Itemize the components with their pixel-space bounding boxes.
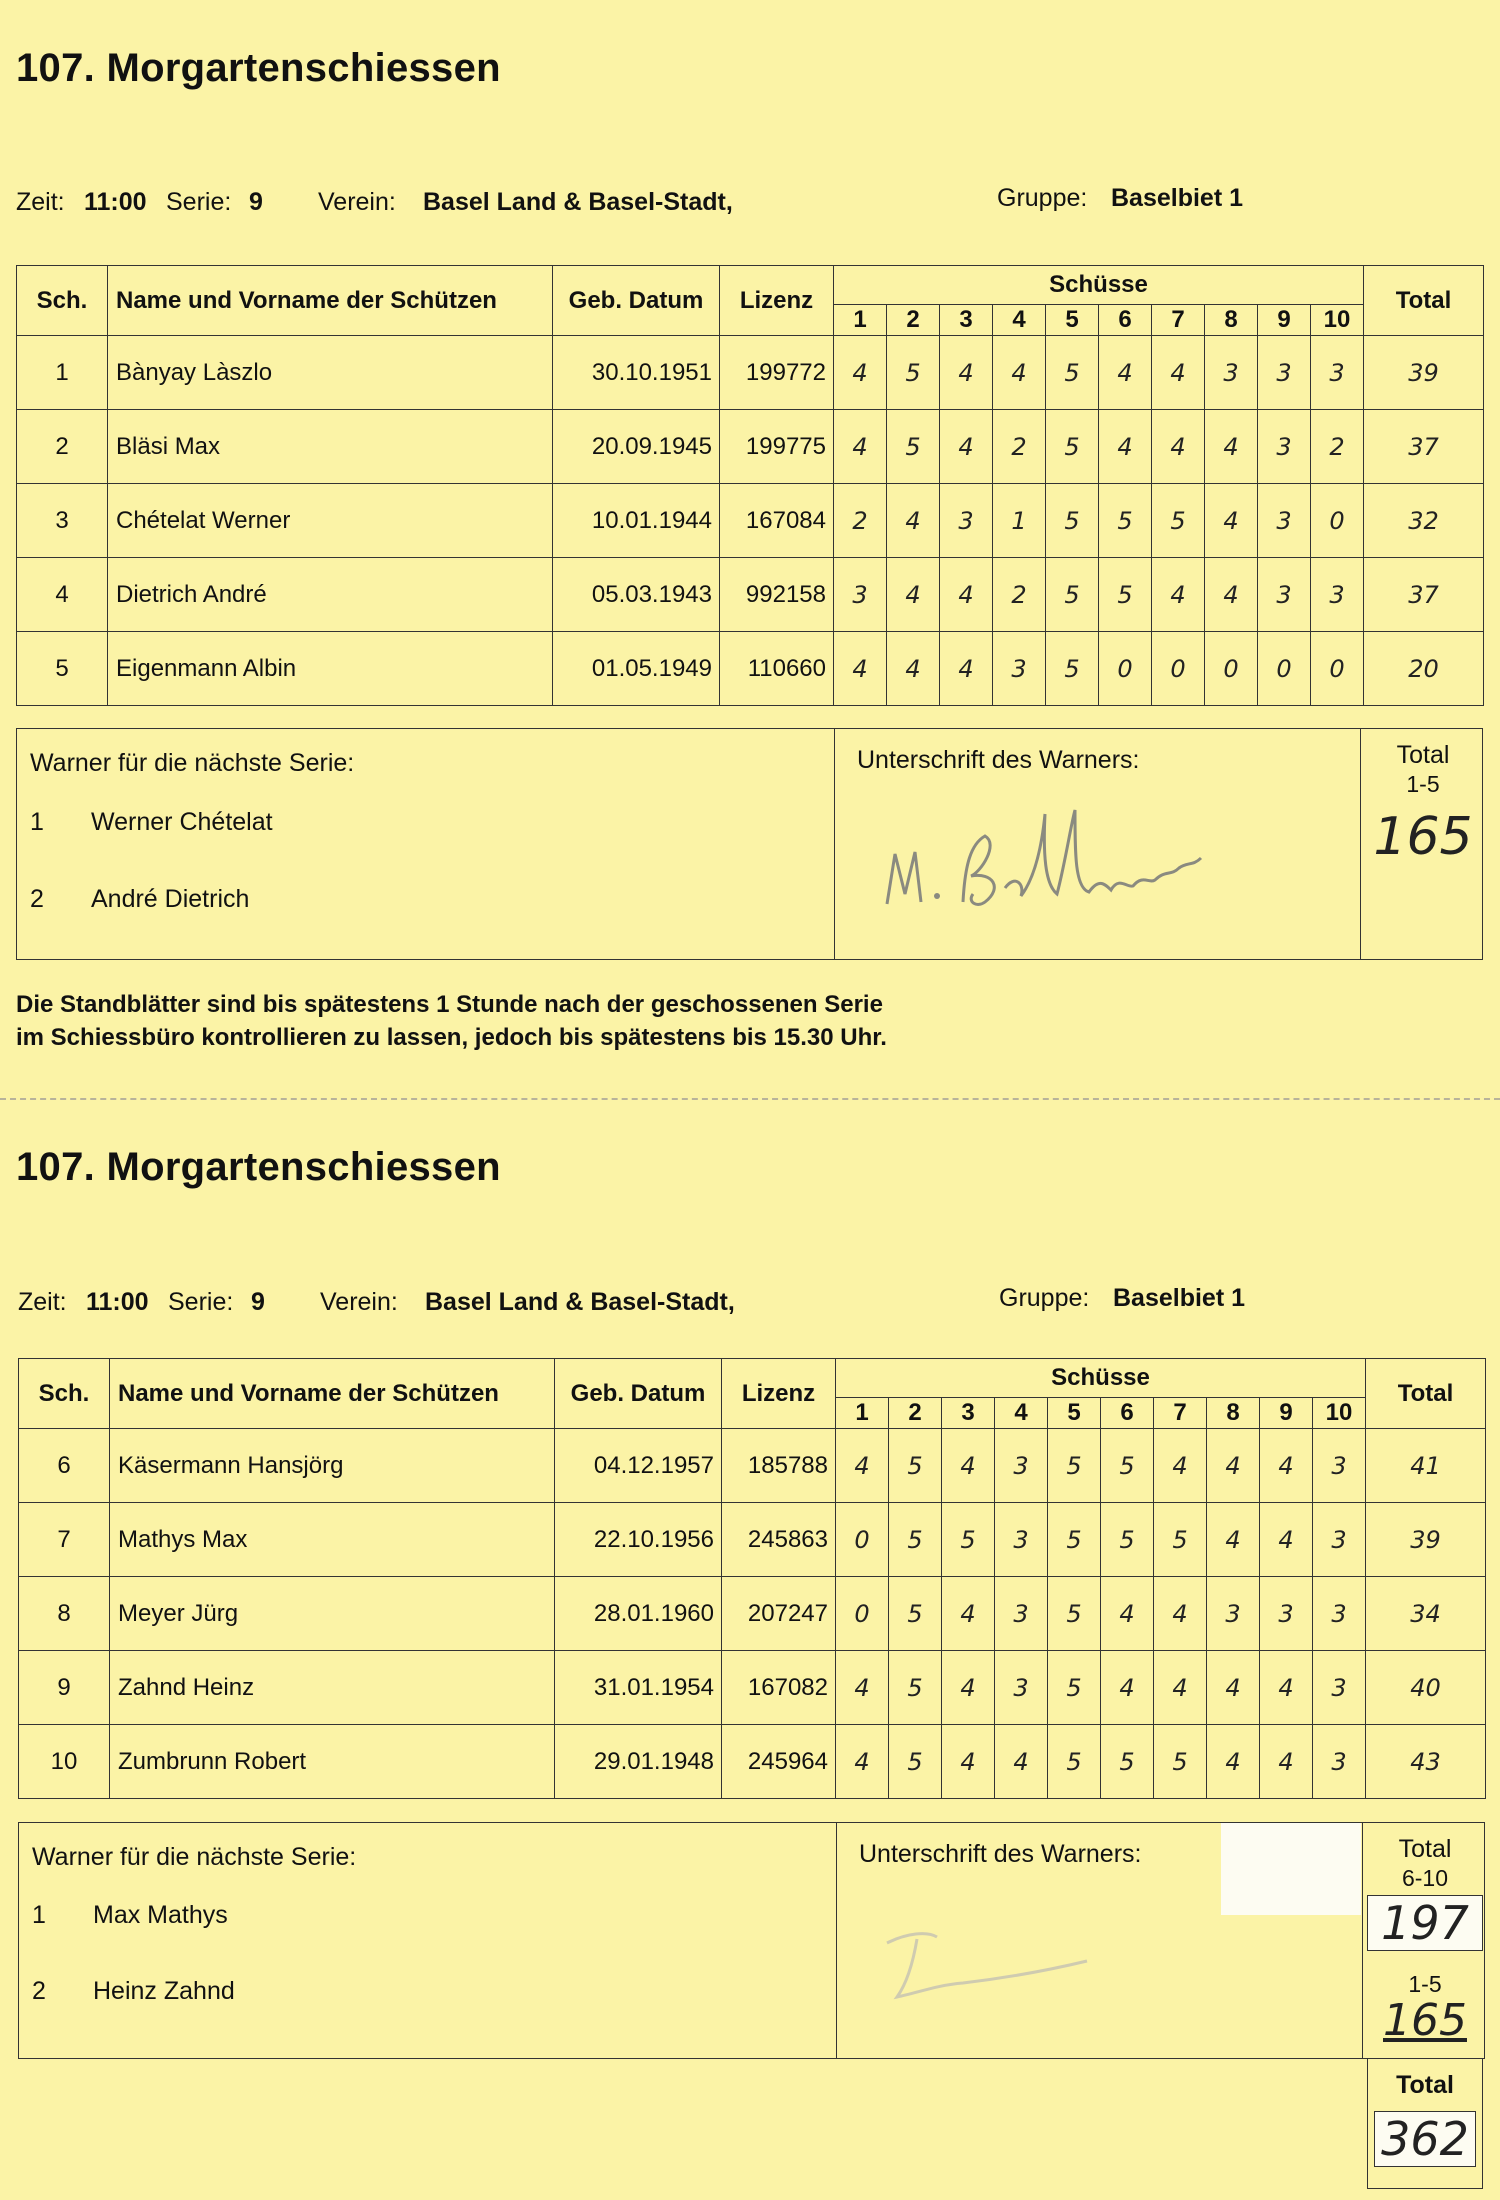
zeit-value: 11:00: [86, 1288, 149, 1316]
shot-score: 5: [1152, 484, 1205, 558]
shot-score: 4: [1205, 410, 1258, 484]
shot-score: 4: [942, 1577, 995, 1651]
shot-number: 7: [1152, 305, 1205, 336]
gruppe-value: Baselbiet 1: [1113, 1284, 1246, 1312]
shot-score: 0: [1152, 632, 1205, 706]
shot-score: 3: [1313, 1429, 1366, 1503]
shot-score: 2: [993, 410, 1046, 484]
shot-score: 4: [940, 336, 993, 410]
shot-score: 3: [1205, 336, 1258, 410]
signature-field: [836, 1823, 1363, 2058]
birth-date: 01.05.1949: [553, 632, 720, 706]
header-name: Name und Vorname der Schützen: [110, 1359, 555, 1429]
license-number: 110660: [720, 632, 834, 706]
shot-score: 4: [834, 336, 887, 410]
shot-score: 5: [1046, 410, 1099, 484]
shot-score: 3: [940, 484, 993, 558]
shot-number: 1: [834, 305, 887, 336]
shot-score: 4: [993, 336, 1046, 410]
shot-score: 5: [1101, 1503, 1154, 1577]
shooter-number: 7: [19, 1503, 110, 1577]
shooter-row: [19, 1577, 1486, 1651]
warner-list: [19, 1823, 836, 2058]
shooter-row: [19, 1429, 1486, 1503]
row-total: 32: [1364, 484, 1484, 558]
row-total: 43: [1366, 1725, 1486, 1799]
header-license: Lizenz: [720, 266, 834, 336]
shot-score: 5: [1048, 1429, 1101, 1503]
shot-score: 5: [1046, 632, 1099, 706]
shooter-row: [17, 336, 1484, 410]
row-total: 37: [1364, 558, 1484, 632]
warner-name: Max Mathys: [93, 1901, 228, 1929]
subtotal-value: 165: [1373, 807, 1473, 867]
header-shots: Schüsse: [834, 266, 1364, 305]
shooter-name: Bànyay Làszlo: [108, 336, 553, 410]
zeit-value: 11:00: [84, 188, 147, 216]
results-table: [18, 1358, 1486, 1799]
serie-value: 9: [249, 188, 263, 216]
shot-number: 10: [1311, 305, 1364, 336]
row-total: 41: [1366, 1429, 1486, 1503]
shot-score: 1: [993, 484, 1046, 558]
shot-score: 4: [1260, 1503, 1313, 1577]
warner-section: [16, 728, 1483, 960]
shooter-number: 9: [19, 1651, 110, 1725]
zeit-label: Zeit:: [18, 1288, 67, 1316]
shot-score: 4: [940, 558, 993, 632]
birth-date: 04.12.1957: [555, 1429, 722, 1503]
shot-score: 4: [940, 410, 993, 484]
shot-number: 2: [889, 1398, 942, 1429]
shot-number: 6: [1101, 1398, 1154, 1429]
shot-score: 5: [1154, 1503, 1207, 1577]
shot-score: 4: [942, 1651, 995, 1725]
shooter-number: 2: [17, 410, 108, 484]
warner-section: [18, 1822, 1485, 2059]
shot-score: 3: [995, 1503, 1048, 1577]
shot-score: 0: [1311, 484, 1364, 558]
shot-number: 1: [836, 1398, 889, 1429]
sheet-meta: [18, 1284, 1500, 1324]
zeit-label: Zeit:: [16, 188, 65, 216]
verein-value: Basel Land & Basel-Stadt,: [423, 188, 733, 216]
results-table: [16, 265, 1484, 706]
subtotal-range: 1-5: [1406, 771, 1440, 797]
notice-line: im Schiessbüro kontrollieren zu lassen, jedoch bis spätestens bis 15.30 Uhr.: [16, 1024, 887, 1051]
shooter-number: 3: [17, 484, 108, 558]
sheet-title: 107. Morgartenschiessen: [16, 46, 501, 90]
shot-score: 5: [1101, 1429, 1154, 1503]
shot-score: 2: [834, 484, 887, 558]
header-shots: Schüsse: [836, 1359, 1366, 1398]
warner-name: André Dietrich: [91, 885, 250, 913]
birth-date: 22.10.1956: [555, 1503, 722, 1577]
row-total: 20: [1364, 632, 1484, 706]
shot-score: 3: [1258, 410, 1311, 484]
gruppe-label: Gruppe:: [999, 1284, 1090, 1312]
standblatt-sheet-2: [0, 1095, 1500, 2195]
row-total: 39: [1364, 336, 1484, 410]
birth-date: 05.03.1943: [553, 558, 720, 632]
verein-value: Basel Land & Basel-Stadt,: [425, 1288, 735, 1316]
shot-number: 10: [1313, 1398, 1366, 1429]
license-number: 992158: [720, 558, 834, 632]
shot-score: 5: [942, 1503, 995, 1577]
shot-score: 3: [993, 632, 1046, 706]
shooter-number: 6: [19, 1429, 110, 1503]
gruppe-label: Gruppe:: [997, 184, 1088, 212]
subtotal-box: [1360, 729, 1485, 959]
shot-score: 4: [887, 558, 940, 632]
shot-score: 4: [1101, 1651, 1154, 1725]
shot-score: 4: [887, 484, 940, 558]
shot-score: 4: [1152, 336, 1205, 410]
birth-date: 31.01.1954: [555, 1651, 722, 1725]
grand-total-value: 362: [1374, 2111, 1476, 2167]
serie-label: Serie:: [166, 188, 232, 216]
shooter-row: [17, 484, 1484, 558]
shot-number: 8: [1207, 1398, 1260, 1429]
serie-label: Serie:: [168, 1288, 234, 1316]
shot-score: 0: [836, 1577, 889, 1651]
license-number: 185788: [722, 1429, 836, 1503]
shot-score: 5: [889, 1651, 942, 1725]
shot-number: 5: [1048, 1398, 1101, 1429]
shot-score: 3: [1207, 1577, 1260, 1651]
shot-score: 0: [1311, 632, 1364, 706]
shot-score: 4: [887, 632, 940, 706]
shot-score: 4: [1099, 336, 1152, 410]
sheet-title: 107. Morgartenschiessen: [16, 1145, 501, 1189]
header-name: Name und Vorname der Schützen: [108, 266, 553, 336]
shot-score: 5: [1101, 1725, 1154, 1799]
verein-label: Verein:: [320, 1288, 398, 1316]
header-sch: Sch.: [19, 1359, 110, 1429]
serie-value: 9: [251, 1288, 265, 1316]
shot-score: 3: [1313, 1725, 1366, 1799]
shot-score: 0: [1205, 632, 1258, 706]
shot-number: 7: [1154, 1398, 1207, 1429]
shot-score: 0: [1099, 632, 1152, 706]
subtotal-label: Total: [1398, 1835, 1452, 1863]
signature-label: Unterschrift des Warners:: [859, 1840, 1142, 1868]
warner-num: 2: [32, 1977, 46, 2005]
shot-score: 4: [1154, 1577, 1207, 1651]
header-total: Total: [1366, 1359, 1486, 1429]
shot-score: 0: [836, 1503, 889, 1577]
shooter-number: 4: [17, 558, 108, 632]
shot-score: 0: [1258, 632, 1311, 706]
shot-score: 5: [1154, 1725, 1207, 1799]
warner-list: [17, 729, 834, 959]
warner-label: Warner für die nächste Serie:: [32, 1843, 357, 1871]
subtotal-box: [1362, 1823, 1487, 2058]
shot-score: 5: [1048, 1577, 1101, 1651]
shot-score: 4: [1099, 410, 1152, 484]
shooter-number: 5: [17, 632, 108, 706]
header-date: Geb. Datum: [555, 1359, 722, 1429]
shot-score: 3: [1311, 336, 1364, 410]
shooter-name: Chételat Werner: [108, 484, 553, 558]
shot-score: 3: [995, 1651, 1048, 1725]
subtotal-label: Total: [1396, 741, 1450, 769]
shooter-name: Zumbrunn Robert: [110, 1725, 555, 1799]
shooter-number: 10: [19, 1725, 110, 1799]
shooter-name: Bläsi Max: [108, 410, 553, 484]
shooter-name: Käsermann Hansjörg: [110, 1429, 555, 1503]
shot-number: 5: [1046, 305, 1099, 336]
shot-score: 4: [940, 632, 993, 706]
shooter-name: Mathys Max: [110, 1503, 555, 1577]
shooter-number: 1: [17, 336, 108, 410]
shot-score: 4: [1207, 1725, 1260, 1799]
shot-score: 4: [1205, 558, 1258, 632]
shot-score: 4: [834, 410, 887, 484]
shot-score: 5: [889, 1429, 942, 1503]
shooter-row: [17, 558, 1484, 632]
shot-score: 2: [1311, 410, 1364, 484]
shot-score: 5: [1099, 558, 1152, 632]
shot-score: 3: [995, 1577, 1048, 1651]
shot-score: 4: [1260, 1725, 1313, 1799]
shooter-row: [17, 632, 1484, 706]
license-number: 207247: [722, 1577, 836, 1651]
prev-subtotal-range: 1-5: [1408, 1971, 1442, 1997]
shot-score: 4: [1101, 1577, 1154, 1651]
header-date: Geb. Datum: [553, 266, 720, 336]
shot-score: 5: [1048, 1725, 1101, 1799]
white-correction-patch: [1221, 1823, 1361, 1915]
shot-score: 4: [1152, 410, 1205, 484]
license-number: 245863: [722, 1503, 836, 1577]
birth-date: 29.01.1948: [555, 1725, 722, 1799]
shot-score: 4: [942, 1725, 995, 1799]
shot-score: 5: [889, 1725, 942, 1799]
shot-score: 4: [1205, 484, 1258, 558]
shot-number: 9: [1258, 305, 1311, 336]
row-total: 34: [1366, 1577, 1486, 1651]
shot-score: 5: [887, 410, 940, 484]
shot-score: 4: [995, 1725, 1048, 1799]
birth-date: 20.09.1945: [553, 410, 720, 484]
shooter-number: 8: [19, 1577, 110, 1651]
shot-score: 4: [1207, 1503, 1260, 1577]
row-total: 40: [1366, 1651, 1486, 1725]
row-total: 37: [1364, 410, 1484, 484]
shooter-row: [17, 410, 1484, 484]
notice-line: Die Standblätter sind bis spätestens 1 Stunde nach der geschossenen Serie: [16, 991, 883, 1018]
signature-field: [834, 729, 1361, 959]
shot-score: 2: [993, 558, 1046, 632]
grand-total-box: [1367, 2059, 1483, 2189]
shot-score: 3: [1313, 1577, 1366, 1651]
shot-score: 4: [836, 1651, 889, 1725]
birth-date: 10.01.1944: [553, 484, 720, 558]
verein-label: Verein:: [318, 188, 396, 216]
shot-number: 2: [887, 305, 940, 336]
license-number: 199775: [720, 410, 834, 484]
shot-score: 3: [834, 558, 887, 632]
birth-date: 28.01.1960: [555, 1577, 722, 1651]
license-number: 245964: [722, 1725, 836, 1799]
shot-score: 4: [942, 1429, 995, 1503]
shooter-row: [19, 1503, 1486, 1577]
row-total: 39: [1366, 1503, 1486, 1577]
shot-score: 3: [1258, 484, 1311, 558]
shooter-row: [19, 1651, 1486, 1725]
shot-score: 3: [1313, 1503, 1366, 1577]
handwritten-signature: [867, 1913, 1127, 2023]
shot-score: 5: [1099, 484, 1152, 558]
shot-score: 4: [836, 1429, 889, 1503]
shot-score: 5: [1046, 336, 1099, 410]
shot-score: 4: [1154, 1429, 1207, 1503]
grand-total-label: Total: [1396, 2071, 1454, 2099]
warner-name: Werner Chételat: [91, 808, 273, 836]
shot-score: 3: [1258, 336, 1311, 410]
handwritten-signature: [875, 784, 1255, 934]
shot-score: 3: [995, 1429, 1048, 1503]
shot-score: 4: [834, 632, 887, 706]
shot-score: 4: [1152, 558, 1205, 632]
birth-date: 30.10.1951: [553, 336, 720, 410]
deadline-notice: [16, 988, 887, 1054]
shot-number: 8: [1205, 305, 1258, 336]
shot-score: 5: [889, 1577, 942, 1651]
shot-number: 3: [940, 305, 993, 336]
shot-score: 5: [1048, 1651, 1101, 1725]
shot-score: 4: [1207, 1429, 1260, 1503]
warner-num: 1: [30, 808, 44, 836]
shot-score: 4: [1260, 1429, 1313, 1503]
warner-num: 1: [32, 1901, 46, 1929]
license-number: 167084: [720, 484, 834, 558]
signature-label: Unterschrift des Warners:: [857, 746, 1140, 774]
shooter-row: [19, 1725, 1486, 1799]
shot-score: 3: [1313, 1651, 1366, 1725]
shooter-name: Zahnd Heinz: [110, 1651, 555, 1725]
prev-subtotal-value: 165: [1383, 1995, 1467, 2046]
gruppe-value: Baselbiet 1: [1111, 184, 1244, 212]
header-total: Total: [1364, 266, 1484, 336]
shot-score: 4: [1260, 1651, 1313, 1725]
warner-num: 2: [30, 885, 44, 913]
shot-number: 4: [993, 305, 1046, 336]
shot-score: 5: [1046, 558, 1099, 632]
shot-score: 5: [1046, 484, 1099, 558]
header-sch: Sch.: [17, 266, 108, 336]
shot-score: 4: [1154, 1651, 1207, 1725]
warner-name: Heinz Zahnd: [93, 1977, 235, 2005]
shot-score: 5: [887, 336, 940, 410]
shot-score: 3: [1258, 558, 1311, 632]
header-license: Lizenz: [722, 1359, 836, 1429]
shot-score: 5: [889, 1503, 942, 1577]
shot-score: 5: [1048, 1503, 1101, 1577]
shooter-name: Dietrich André: [108, 558, 553, 632]
sheet-meta: [16, 184, 1500, 224]
subtotal-range: 6-10: [1401, 1865, 1449, 1891]
shot-score: 3: [1260, 1577, 1313, 1651]
shot-number: 4: [995, 1398, 1048, 1429]
shooter-name: Eigenmann Albin: [108, 632, 553, 706]
license-number: 167082: [722, 1651, 836, 1725]
subtotal-value: 197: [1367, 1895, 1483, 1951]
shot-number: 9: [1260, 1398, 1313, 1429]
license-number: 199772: [720, 336, 834, 410]
shot-number: 6: [1099, 305, 1152, 336]
shooter-name: Meyer Jürg: [110, 1577, 555, 1651]
shot-score: 3: [1311, 558, 1364, 632]
shot-score: 4: [836, 1725, 889, 1799]
warner-label: Warner für die nächste Serie:: [30, 749, 355, 777]
shot-number: 3: [942, 1398, 995, 1429]
shot-score: 4: [1207, 1651, 1260, 1725]
